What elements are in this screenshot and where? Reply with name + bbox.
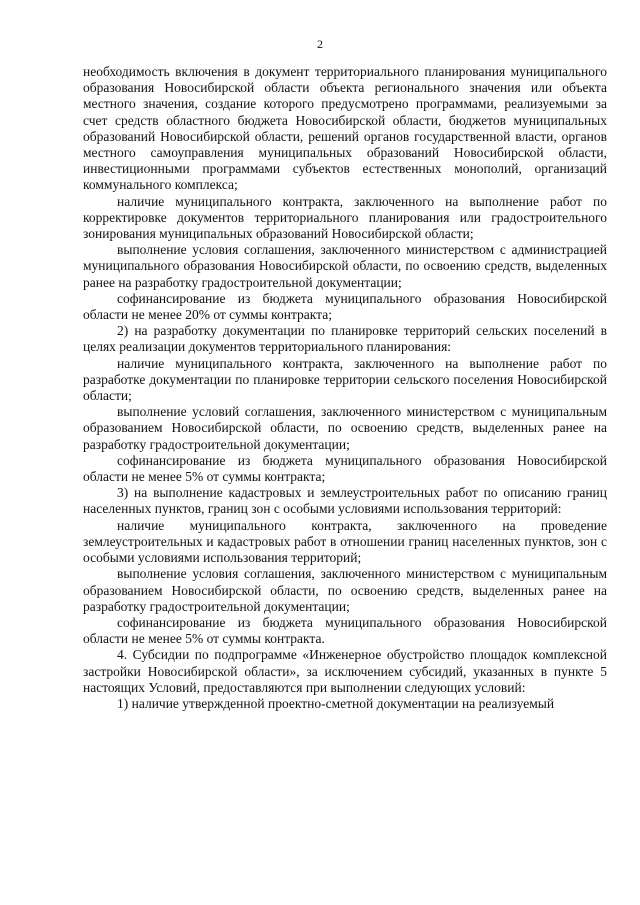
paragraph: 2) на разработку документации по планировке территорий сельских поселений в целях реализации документов территориального планирования: <box>83 323 607 355</box>
paragraph: софинансирование из бюджета муниципального образования Новосибирской области не менее 5% от суммы контракта; <box>83 452 607 485</box>
paragraph: 4. Субсидии по подпрограмме «Инженерное обустройство площадок комплексной застройки Новосибирской области», за исключением субсидий, указанных в пункте 5 настоящих Условий, предоставляются при выполнении следующих условий: <box>83 647 607 695</box>
document-body <box>83 64 607 712</box>
page-number: 2 <box>317 37 323 51</box>
paragraph: софинансирование из бюджета муниципального образования Новосибирской области не менее 5% от суммы контракта. <box>83 614 607 647</box>
paragraph: наличие муниципального контракта, заключенного на выполнение работ по разработке документации по планировке территории сельского поселения Новосибирской области; <box>83 355 607 404</box>
paragraph: выполнение условия соглашения, заключенного министерством с администрацией муниципального образования Новосибирской области, по освоению средств, выделенных ранее на разработку градостроительной документации; <box>83 242 607 290</box>
paragraph: необходимость включения в документ территориального планирования муниципального образования Новосибирской области объекта регионального значения или объекта местного значения, создание которого предусмотрено программами, реализуемыми за счет средств областного бюджета Новосибирской области, бюджетов муниципальных образований Новосибирской области, решений органов государственной власти, органов местного самоуправления муниципальных образований Новосибирской области, инвестиционными программами субъектов естественных монополий, организаций коммунального комплекса; <box>83 64 607 193</box>
paragraph: 1) наличие утвержденной проектно-сметной документации на реализуемый <box>117 695 555 711</box>
paragraph: выполнение условий соглашения, заключенного министерством с муниципальным образованием Новосибирской области, по освоению средств, выделенных ранее на разработку градостроительной документации; <box>83 404 607 452</box>
paragraph: выполнение условия соглашения, заключенного министерством с муниципальным образованием Новосибирской области, по освоению средств, выделенных ранее на разработку градостроительной документации; <box>83 566 607 614</box>
paragraph: наличие муниципального контракта, заключенного на проведение землеустроительных и кадастровых работ в отношении границ населенных пунктов, зон с особыми условиями использования территорий; <box>83 517 607 566</box>
paragraph: софинансирование из бюджета муниципального образования Новосибирской области не менее 20% от суммы контракта; <box>83 290 607 323</box>
paragraph: наличие муниципального контракта, заключенного на выполнение работ по корректировке документов территориального планирования или градостроительного зонирования муниципальных образований Новосибирской области; <box>83 193 607 242</box>
paragraph: 3) на выполнение кадастровых и землеустроительных работ по описанию границ населенных пунктов, границ зон с особыми условиями использования территорий: <box>83 485 607 517</box>
